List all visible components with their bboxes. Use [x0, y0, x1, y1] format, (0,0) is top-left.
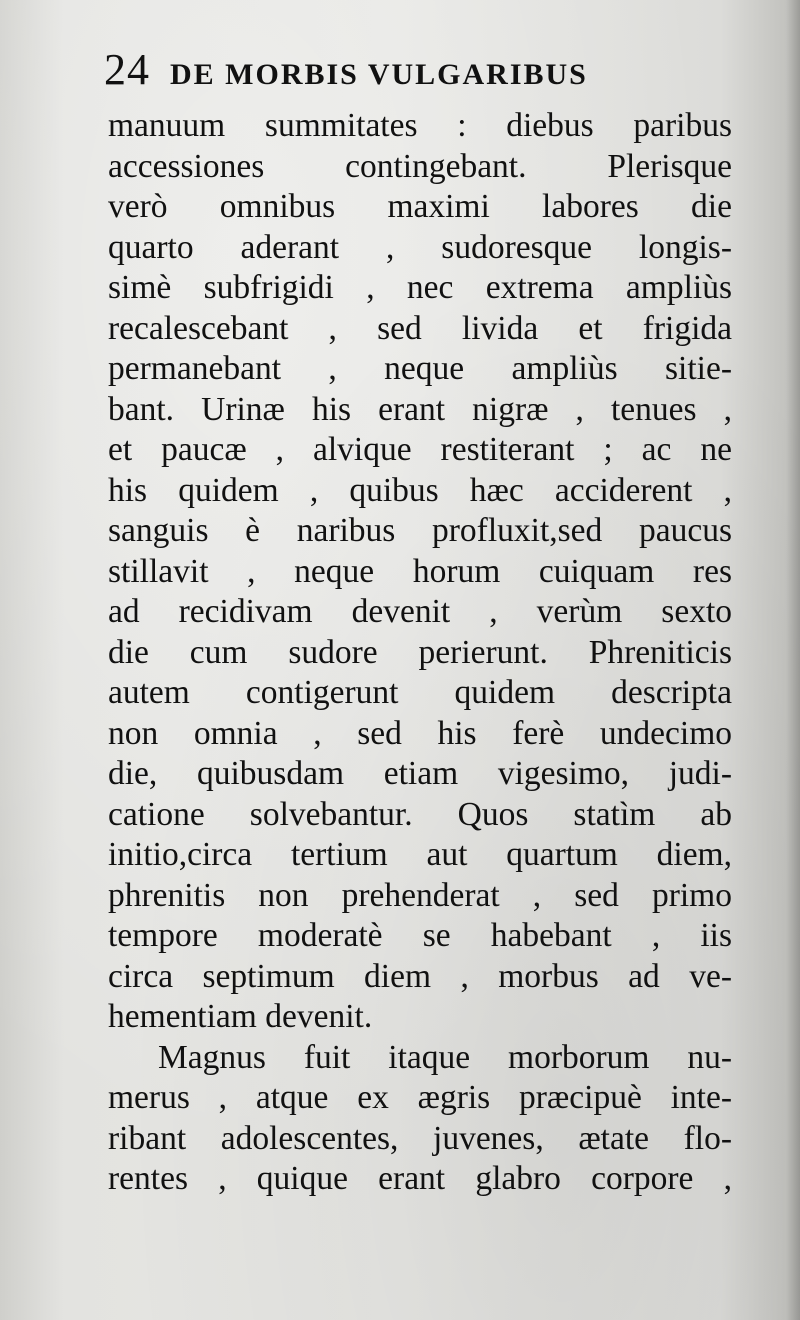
- page-number: 24: [104, 45, 150, 94]
- page-header: [104, 44, 664, 104]
- text-line: ad recidivam devenit , verùm sexto: [108, 593, 732, 630]
- text-line: accessiones contingebant. Plerisque: [108, 147, 732, 185]
- text-line: his quidem , quibus hæc acciderent ,: [108, 471, 732, 509]
- text-line: manuum summitates : diebus paribus: [108, 107, 732, 144]
- text-line: quarto aderant , sudoresque longis-: [108, 228, 732, 266]
- text-line: ribant adolescentes, juvenes, ætate flo-: [108, 1119, 732, 1157]
- text-line: tempore moderatè se habebant , iis: [108, 917, 732, 954]
- text-line: bant. Urinæ his erant nigræ , tenues ,: [108, 390, 732, 428]
- text-line: rentes , quique erant glabro corpore ,: [108, 1160, 732, 1197]
- text-line: hementiam devenit.: [108, 998, 373, 1035]
- text-line: initio,circa tertium aut quartum diem,: [108, 836, 732, 873]
- text-line: non omnia , sed his ferè undecimo: [108, 714, 732, 752]
- text-line: sanguis è naribus profluxit,sed paucus: [108, 512, 732, 549]
- text-line-indented: Magnus fuit itaque morborum nu-: [158, 1038, 732, 1076]
- text-line: catione solvebantur. Quos statìm ab: [108, 795, 732, 833]
- text-line: die, quibusdam etiam vigesimo, judi-: [108, 755, 732, 792]
- text-line: die cum sudore perierunt. Phreniticis: [108, 633, 732, 671]
- text-line: merus , atque ex ægris præcipuè inte-: [108, 1079, 732, 1116]
- text-line: permanebant , neque ampliùs sitie-: [108, 350, 732, 387]
- text-line: simè subfrigidi , nec extrema ampliùs: [108, 269, 732, 306]
- text-line: verò omnibus maximi labores die: [108, 188, 732, 225]
- text-line: recalescebant , sed livida et frigida: [108, 309, 732, 347]
- text-line: circa septimum diem , morbus ad ve-: [108, 957, 732, 995]
- body-text: [108, 106, 732, 1200]
- page-edge-shadow: [786, 0, 800, 1320]
- text-line: stillavit , neque horum cuiquam res: [108, 552, 732, 590]
- text-line: phrenitis non prehenderat , sed primo: [108, 876, 732, 914]
- text-line: et paucæ , alvique restiterant ; ac ne: [108, 431, 732, 468]
- running-head: DE MORBIS VULGARIBUS: [170, 58, 588, 91]
- text-line: autem contigerunt quidem descripta: [108, 674, 732, 711]
